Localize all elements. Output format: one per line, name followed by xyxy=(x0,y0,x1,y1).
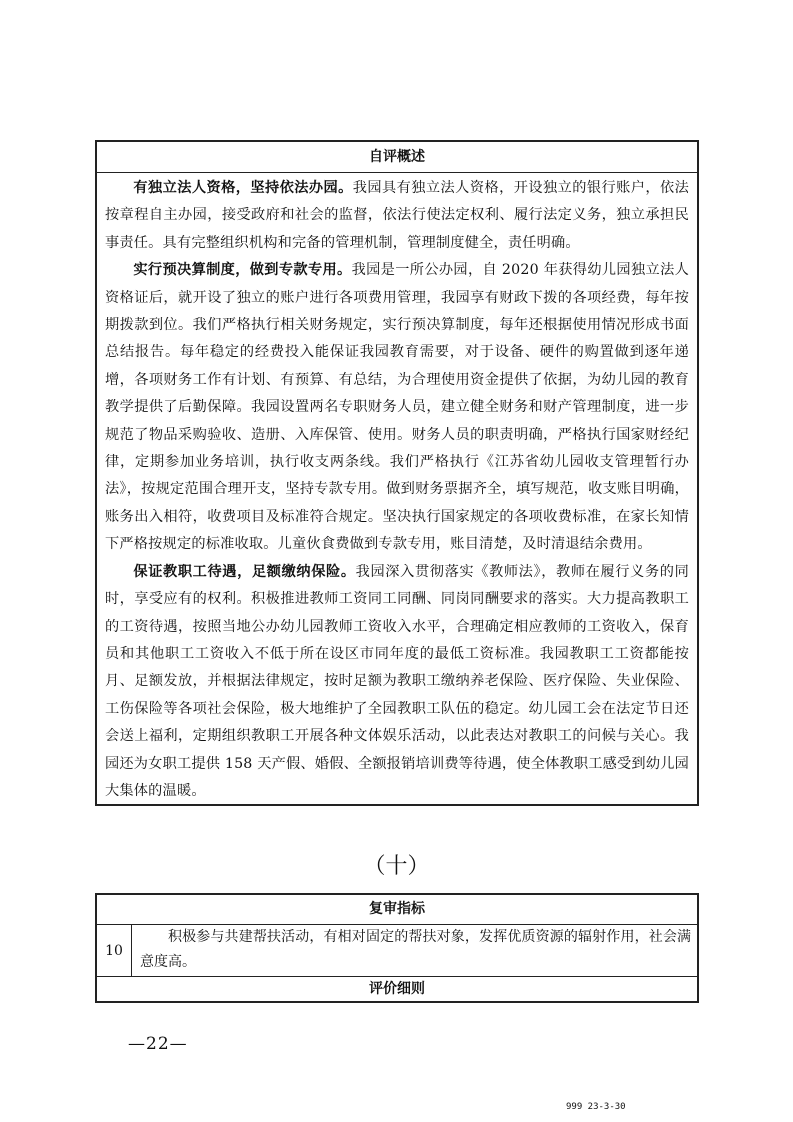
evaluation-details-header: 评价细则 xyxy=(369,981,425,997)
paragraph-staff-benefits xyxy=(105,559,689,806)
paragraph-budget xyxy=(105,257,689,558)
self-evaluation-table xyxy=(95,140,699,806)
review-indicator-table xyxy=(95,893,699,1003)
paragraph-lead: 保证教职工待遇，足额缴纳保险。 xyxy=(133,563,356,580)
paragraph-text: 我园深入贯彻落实《教师法》，教师在履行义务的同时，享受应有的权利。积极推进教师工资同工同酬、同岗同酬要求的落实。大力提高教职工的工资待遇，按照当地公办幼儿园教师工资收入水平，合理确定相应教师的工资收入，保育员和其他职工工资收入不低于所在设区市同年度的最低工资标准。我园教职工工资都能按月、足额发放，并根据法律规定，按时足额为教职工缴纳养老保险、医疗保险、失业保险、工伤保险等各项社会保险，极大地维护了全园教职工队伍的稳定。幼儿园工会在法定节日还会送上福利，定期组织教职工开展各种文体娱乐活动，以此表达对教职工的问候与关心。我园还为女职工提供 158 天产假、婚假、全额报销培训费等待遇，使全体教职工感受到幼儿园大集体的温暖。 xyxy=(105,563,689,799)
indicator-number: 10 xyxy=(97,925,132,976)
section-heading: （十） xyxy=(363,854,430,879)
page-number: —22— xyxy=(128,1034,188,1054)
paragraph-lead: 实行预决算制度，做到专款专用。 xyxy=(133,262,352,279)
review-indicator-header: 复审指标 xyxy=(97,895,697,925)
paragraph-text: 我园是一所公办园，自 2020 年获得幼儿园独立法人资格证后，就开设了独立的账户进行各项费用管理，我园享有财政下拨的各项经费，每年按期拨款到位。我们严格执行相关财务规定，实行预决算制度，每年还根据使用情况形成书面总结报告。每年稳定的经费投入能保证我园教育需要，对于设备、硬件的购置做到逐年递增，各项财务工作有计划、有预算、有总结，为合理使用资金提供了依据，为幼儿园的教育教学提供了后勤保障。我园设置两名专职财务人员，建立健全财务和财产管理制度，进一步规范了物品采购验收、造册、入库保管、使用。财务人员的职责明确，严格执行国家财经纪律，定期参加业务培训，执行收支两条线。我们严格执行《江苏省幼儿园收支管理暂行办法》，按规定范围合理开支，坚持专款专用。做到财务票据齐全，填写规范，收支账目明确，账务出入相符，收费项目及标准符合规定。坚决执行国家规定的各项收费标准，在家长知情下严格按规定的标准收取。儿童伙食费做到专款专用，账目清楚，及时清退结余费用。 xyxy=(105,262,689,553)
paragraph-text: 我园具有独立法人资格，开设独立的银行账户，依法按章程自主办园，接受政府和社会的监督，依法行使法定权利、履行法定义务，独立承担民事责任。具有完整组织机构和完备的管理机制，管理制度健全，责任明确。 xyxy=(105,180,689,251)
self-evaluation-body xyxy=(97,173,697,805)
paragraph-legal-status xyxy=(105,175,689,257)
self-evaluation-header: 自评概述 xyxy=(97,142,697,173)
review-indicator-row xyxy=(97,925,697,977)
print-code: 999 23-3-30 xyxy=(566,1102,626,1112)
paragraph-lead: 有独立法人资格，坚持依法办园。 xyxy=(133,180,353,196)
indicator-description: 积极参与共建帮扶活动，有相对固定的帮扶对象，发挥优质资源的辐射作用，社会满意度高。 xyxy=(140,929,691,970)
